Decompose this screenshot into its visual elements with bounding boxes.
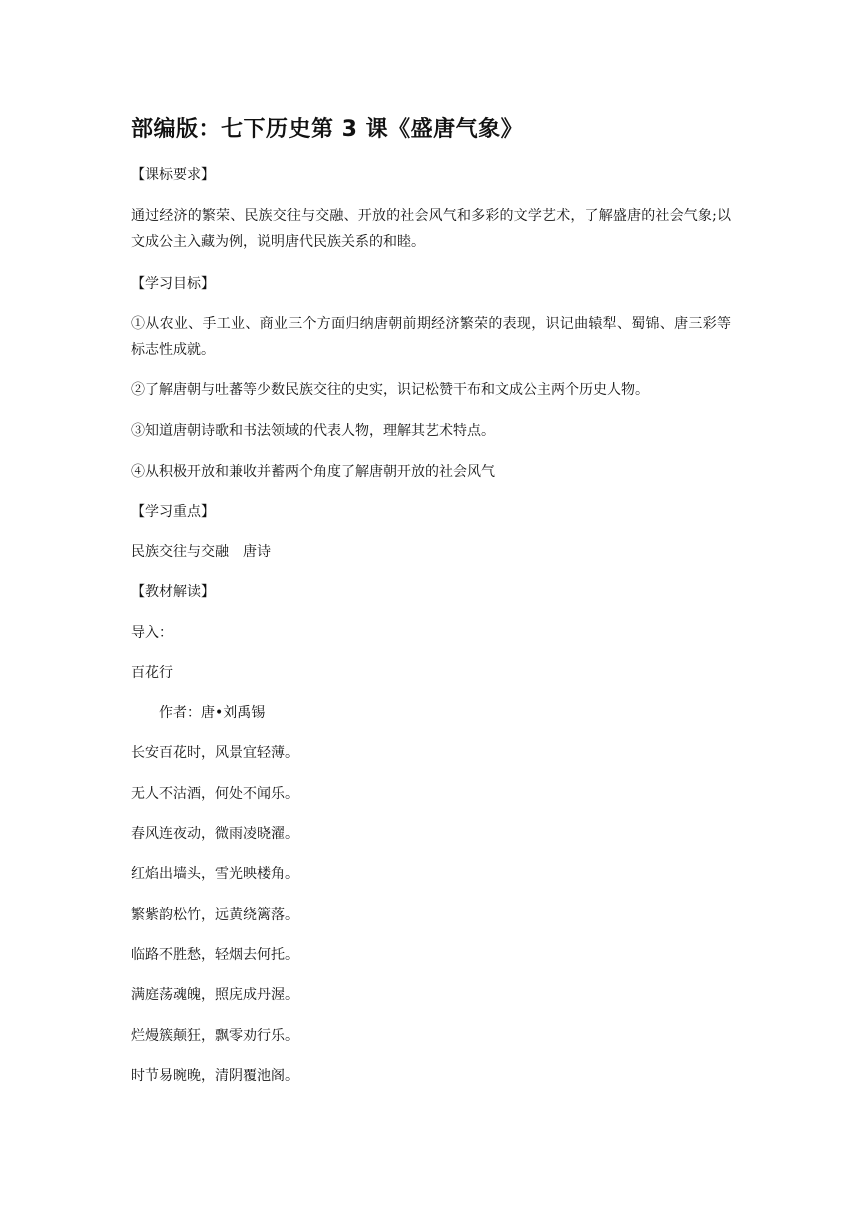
objectives-heading: 【学习目标】 — [131, 276, 215, 292]
curriculum-text: 通过经济的繁荣、民族交往与交融、开放的社会风气和多彩的文学艺术，了解盛唐的社会气象;以文成公主入藏为例，说明唐代民族关系的和睦。 — [131, 208, 731, 250]
poem-line: 无人不沽酒，何处不闻乐。 — [131, 786, 299, 802]
poem-line: 繁紫韵松竹，远黄绕篱落。 — [131, 907, 299, 923]
intro-label: 导入： — [131, 625, 173, 641]
poem-line: 烂熳簇颠狂，飘零劝行乐。 — [131, 1028, 299, 1044]
poem-line: 长安百花时，风景宜轻薄。 — [131, 745, 299, 761]
objective-item: ①从农业、手工业、商业三个方面归纳唐朝前期经济繁荣的表现，识记曲辕犁、蜀锦、唐三彩等标志性成就。 — [131, 316, 731, 358]
curriculum-heading: 【课标要求】 — [131, 167, 215, 183]
objective-item: ②了解唐朝与吐蕃等少数民族交往的史实，识记松赞干布和文成公主两个历史人物。 — [131, 382, 649, 398]
objective-item: ③知道唐朝诗歌和书法领域的代表人物，理解其艺术特点。 — [131, 423, 495, 439]
keypoints-text: 民族交往与交融 唐诗 — [131, 544, 271, 560]
poem-line: 红焰出墙头，雪光映楼角。 — [131, 866, 299, 882]
keypoints-heading: 【学习重点】 — [131, 504, 215, 520]
poem-title: 百花行 — [131, 665, 173, 681]
textbook-heading: 【教材解读】 — [131, 584, 215, 600]
objective-item: ④从积极开放和兼收并蓄两个角度了解唐朝开放的社会风气 — [131, 464, 495, 480]
document-title: 部编版：七下历史第 3 课《盛唐气象》 — [131, 117, 524, 142]
poem-line: 春风连夜动，微雨凌晓濯。 — [131, 826, 299, 842]
poem-author: 作者：唐•刘禹锡 — [159, 705, 266, 721]
poem-line: 满庭荡魂魄，照庑成丹渥。 — [131, 987, 299, 1003]
poem-line: 临路不胜愁，轻烟去何托。 — [131, 947, 299, 963]
poem-line: 时节易晼晚，清阴覆池阁。 — [131, 1068, 299, 1084]
